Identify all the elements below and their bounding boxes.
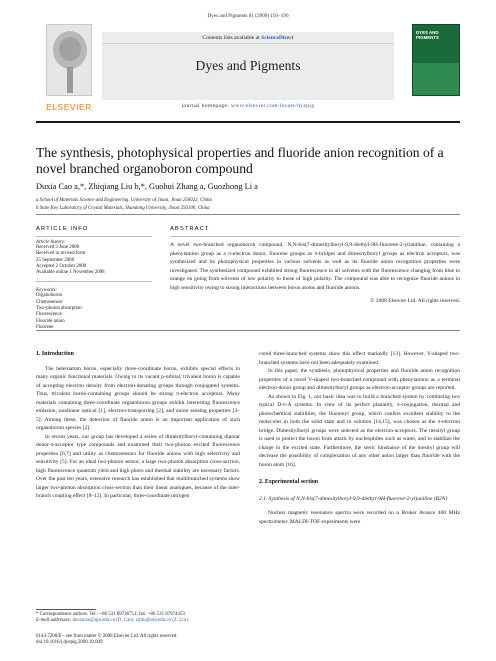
body-paragraph: The heteroatom boron, especially three-coordinate boron, exhibits special effects in many organic functional materials. Owing to its vacant p-orbital, trivalent boron is capable of accepting electron density from electron-donating groups through conjugated systems. Thus, trivalent boron-containing groups should be strong π-electron acceptors. Many materials containing three-coordinate organoboron groups exhibit interesting fluorescence emission, nonlinear optical [1], electron-transporting [2], and anion sensing properties [3–5]. Among these, the detection of fluoride anion is an important application of such organoboron species [2]. — [36, 365, 240, 431]
section-heading-introduction: 1. Introduction — [36, 351, 74, 357]
homepage-link[interactable]: www.elsevier.com/locate/dyepig — [231, 103, 315, 109]
body-paragraph: In recent years, our group has developed a series of dimesitylboryl-containing dipolar donor-π-acceptor type compounds and examined their two-photon excited fluorescence properties [6,7] and utility as chemosensors for fluoride anions with high selectivity and sensitivity [5]. For an ideal two-photon sensor, a large two-photon absorption cross-section, high fluorescence quantum yield and high photo and thermal stability are necessary factors. Over the past ten years, extensive research has established that multibranched systems show larger two-photon absorption cross-section than their linear analogues, because of the inter-branch coupling effect [8–12]. In particular, three-coordinate nitrogen — [36, 433, 240, 499]
journal-homepage — [102, 103, 394, 109]
history-line: 25 September 2008 — [36, 257, 75, 263]
journal-cover-thumbnail[interactable] — [412, 24, 460, 96]
body-left-column — [36, 350, 240, 501]
history-line: Accepted 2 October 2008 — [36, 263, 87, 269]
author-list: Duxia Cao a,*, Zhiqiang Liu b,*, Guohui Zhang a, Guozhong Li a — [36, 182, 258, 191]
elsevier-logo[interactable] — [36, 22, 102, 118]
journal-masthead — [36, 22, 460, 120]
contents-divider — [102, 43, 394, 44]
keywords-label: Keywords: — [36, 288, 58, 294]
footnote-contact: * Correspondence authors. Tel.: +86 531 89736751; fax: +86 531 87974453. — [36, 612, 187, 617]
keyword: Two-photon absorption — [36, 306, 82, 312]
journal-name: Dyes and Pigments — [195, 58, 301, 73]
affiliation-a: a School of Materials Science and Engineering, University of Jinan, Jinan 250022, China — [36, 198, 212, 203]
imprint-line: 0143-7208/$ – see front matter © 2008 Elsevier Ltd. All rights reserved. — [36, 634, 178, 639]
footnote-rule — [36, 609, 96, 610]
section-heading-experimental: 2. Experimental section — [259, 479, 319, 485]
header-rule — [36, 214, 460, 215]
keyword: Fluorescence — [36, 312, 62, 318]
keyword: Fluorene — [36, 324, 54, 330]
history-line: Received 3 June 2008 — [36, 245, 80, 250]
running-head: Dyes and Pigments 81 (2009) 193–196 — [207, 13, 289, 19]
affiliation-b: b State Key Laboratory of Crystal Materials, Shandong University, Jinan 250100, China — [36, 206, 210, 211]
subsection-heading: 2.1. Synthesis of N,N-bis(7-dimesitylboryl-9,9-diethyl-9H-fluorene-2-yl)aniline (B2N) — [259, 495, 448, 502]
cover-band — [413, 63, 459, 95]
cover-title: DYES AND PIGMENTS — [416, 30, 439, 40]
body-right-column — [259, 350, 460, 526]
sciencedirect-link[interactable]: ScienceDirect — [261, 35, 294, 41]
article-info-panel — [36, 226, 152, 331]
imprint — [36, 634, 276, 646]
abstract-copyright: © 2008 Elsevier Ltd. All rights reserved. — [370, 298, 460, 304]
abstract-bottom-rule — [36, 330, 460, 331]
contents-prefix: Contents lists available at — [202, 35, 262, 41]
article-info-heading: ARTICLE INFO — [36, 226, 89, 232]
keywords-block — [36, 281, 152, 331]
contents-banner — [102, 32, 394, 100]
body-paragraph: cored three-branched systems show this effect markedly [13]. However, V-shaped two-branched systems have not been adequately examined. — [259, 351, 460, 366]
email-links[interactable]: duxiacao@ujn.edu.cn (D. Cao), zqliu@sdu.edu.cn (Z. Liu). — [72, 618, 189, 624]
correspondence-footnote — [36, 612, 276, 624]
doi-link[interactable]: doi:10.1016/j.dyepig.2008.10.009 — [36, 640, 103, 646]
body-paragraph: As shown in Fig. 1, our basic idea was to build a branched system by combining two typical D-π-A systems. In view of its perfect planarity, π-conjugation, thermal and photochemical stabilities, the fluorenyl group, which confers excellent stability to the molecules in both the solid state and in solution [14,15], was chosen as the π-electron bridge. Dimesitylboryl groups were selected as the electron-acceptors. The mesityl group is used to protect the boron from attack by nucleophiles such as water, and to stabilize the charge in the excited state. Furthermore, the steric hindrance of the mesityl group will decrease the possibility of complexation of any other anion larger than fluoride with the boron atom [16]. — [259, 393, 460, 468]
article-title: The synthesis, photophysical properties and fluoride anion recognition of a novel branched organoboron compound — [36, 145, 444, 176]
article-info-rule — [36, 236, 152, 237]
abstract-panel — [170, 226, 460, 304]
contents-line — [102, 35, 394, 41]
footnote-emails-line — [36, 618, 276, 624]
history-label: Article history: — [36, 240, 66, 245]
elsevier-tree-icon — [46, 24, 92, 96]
homepage-prefix: journal homepage: — [181, 103, 232, 109]
abstract-rule — [170, 236, 460, 237]
history-line: Available online 1 November 2008 — [36, 270, 105, 276]
body-paragraph: Nuclear magnetic resonance spectra were recorded on a Bruker Avance 400 MHz spectrometer. MALDI-TOF experiments were — [259, 510, 460, 525]
keyword: Fluoride anion — [36, 318, 65, 324]
history-line: Received in revised form — [36, 251, 86, 257]
body-paragraph: In this paper, the synthesis, photophysical properties and fluoride anion recognition properties of a novel V-shaped two-branched compound with phenylamino as a terminal electron-donor group and dimesitylboryl groups as electron-acceptor groups are reported. — [259, 368, 460, 391]
publisher-logo-text: ELSEVIER — [46, 102, 92, 112]
email-label: E-mail addresses: — [36, 618, 73, 624]
masthead-rule — [36, 121, 460, 123]
keyword: Organoboron — [36, 293, 62, 299]
keyword: Chemosensor — [36, 299, 63, 305]
abstract-heading: ABSTRACT — [170, 226, 210, 232]
abstract-text: A novel two-branched organoboron compound, N,N-bis(7-dimesitylboryl-9,9-diethyl-9H-fluorene-2-yl)aniline, containing a phenylamino group as a π-electron donor, fluorene groups as π-bridges and dimesitylboryl groups as electron acceptors, was synthesized and its photophysical properties in various solvents as well as its fluoride anion recognition properties were investigated. The synthesized compound exhibited strong fluorescence in all solvents with the fluorescence changing from blue to orange on going from solvents of low polarity to those of high polarity. The compound was able to recognize fluoride anions in high sensitivity owing to strong interactions between boron atoms and fluoride anions. — [170, 242, 460, 291]
